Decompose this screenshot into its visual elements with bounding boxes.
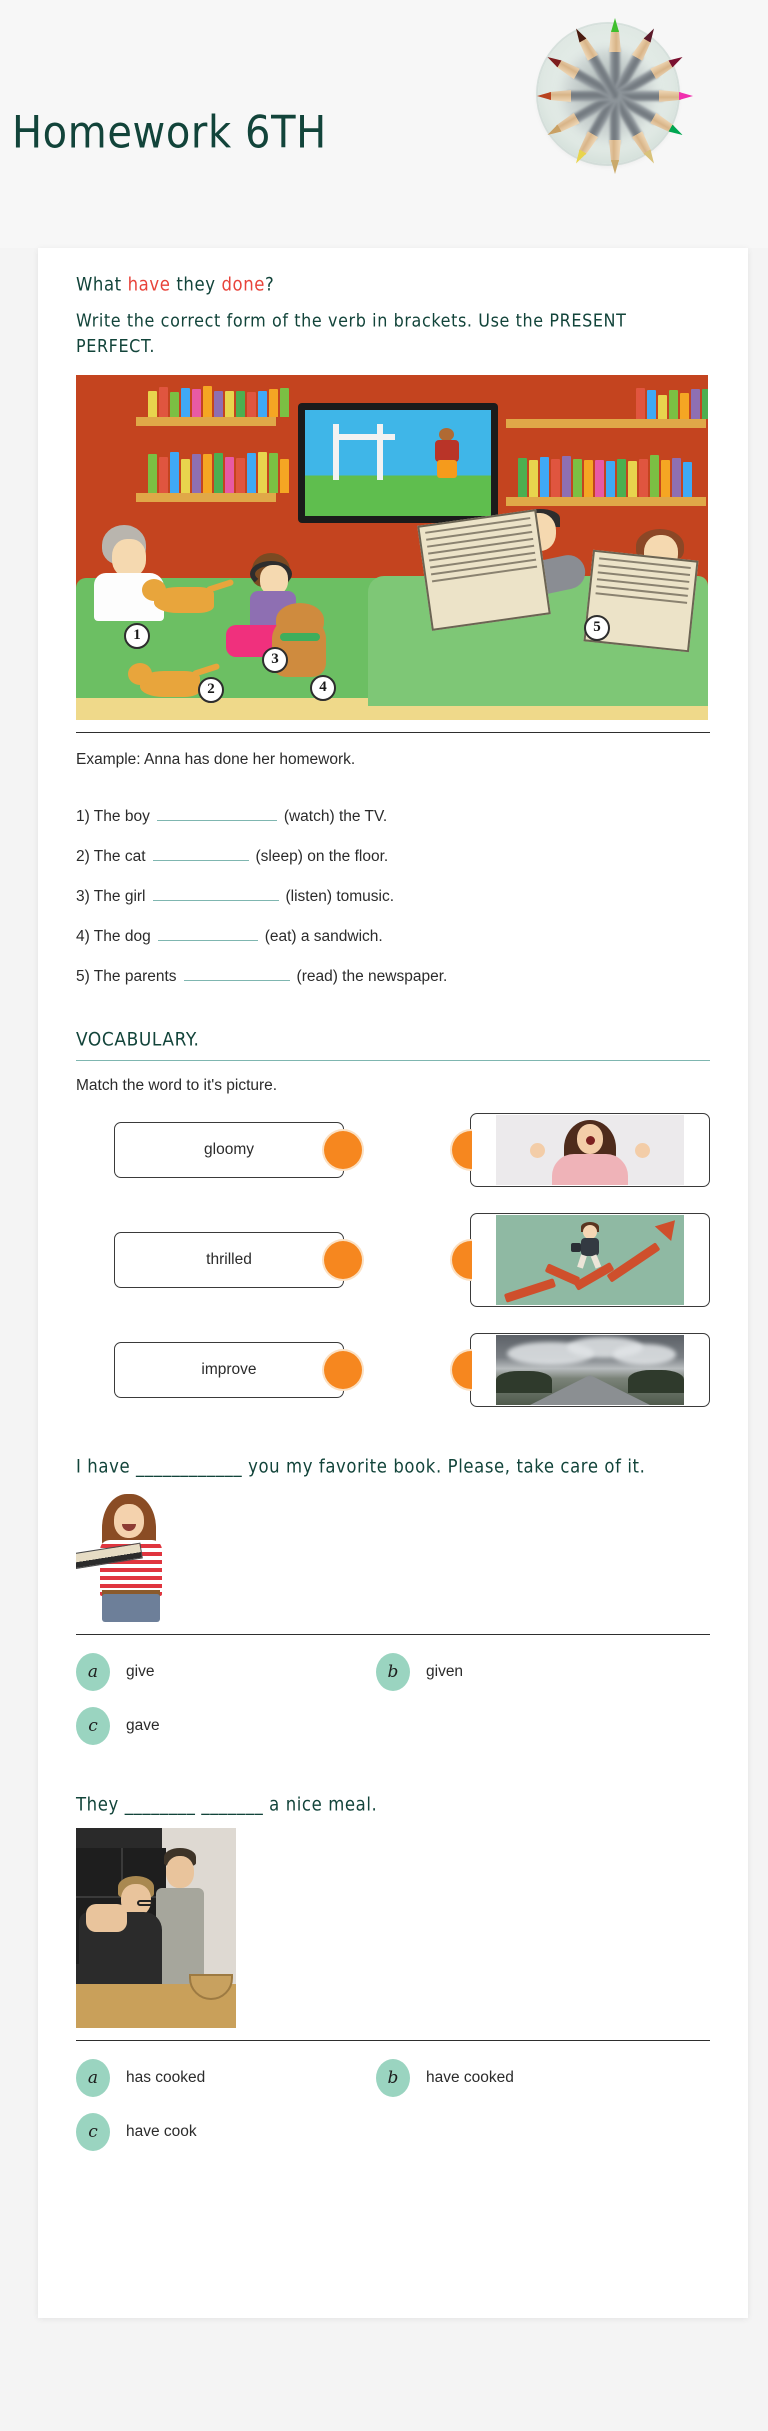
option-label: gave <box>126 1716 160 1734</box>
answer-blank[interactable] <box>158 925 258 941</box>
exercise1-title <box>76 275 710 295</box>
item-number: 5) The parents <box>76 967 177 985</box>
option-letter-badge: c <box>76 2113 110 2151</box>
item-tail: (listen) tomusic. <box>285 887 395 905</box>
answer-blank[interactable] <box>153 845 249 861</box>
page-title: Homework 6TH <box>12 107 327 159</box>
option-label: given <box>426 1662 464 1680</box>
living-room-illustration <box>76 375 708 720</box>
scene-books <box>518 451 692 497</box>
page-header <box>0 0 768 248</box>
exercise1-instruction: Write the correct form of the verb in brackets. Use the PRESENT PERFECT. <box>76 309 627 357</box>
question-book-image <box>76 1490 710 1622</box>
scene-books <box>148 381 289 417</box>
option-row <box>76 2059 710 2097</box>
scene-books <box>148 447 289 493</box>
option-letter-badge: a <box>76 2059 110 2097</box>
item-number: 4) The dog <box>76 927 151 945</box>
picture-box-stormy-road[interactable] <box>470 1333 710 1407</box>
option-letter-badge: b <box>376 1653 410 1691</box>
scene-rugby-goal <box>333 424 383 480</box>
rising-chart-photo <box>496 1215 684 1305</box>
scene-badge-1: 1 <box>124 623 150 649</box>
stormy-road-photo <box>496 1335 684 1405</box>
word-box-gloomy[interactable] <box>114 1122 344 1178</box>
question-meal-prompt: They ________ _______ a nice meal. <box>76 1793 378 1815</box>
matching-exercise <box>76 1113 710 1407</box>
scene-badge-2: 2 <box>198 677 224 703</box>
exercise1-title-part1: What <box>76 273 128 296</box>
exercise1-highlight-have: have <box>127 273 171 296</box>
connector-dot-word-2[interactable] <box>324 1241 362 1279</box>
divider-after-illustration <box>76 732 710 733</box>
book-option-a[interactable] <box>76 1653 376 1691</box>
vocabulary-title: VOCABULARY. <box>76 1028 200 1051</box>
excited-woman-photo <box>496 1115 684 1185</box>
option-letter-badge: b <box>376 2059 410 2097</box>
vocabulary-instruction: Match the word to it's picture. <box>76 1076 278 1094</box>
exercise1-title-part3: they <box>170 273 222 296</box>
scene-shelf <box>136 493 276 502</box>
scene-badge-4: 4 <box>310 675 336 701</box>
question-book-prompt: I have ____________ you my favorite book. Please, take care of it. <box>76 1455 646 1477</box>
option-label: give <box>126 1662 155 1680</box>
item-tail: (watch) the TV. <box>283 807 388 825</box>
answer-blank[interactable] <box>157 805 277 821</box>
scene-badge-3: 3 <box>262 647 288 673</box>
fill-in-item <box>76 885 710 906</box>
divider-question-meal <box>76 2040 710 2041</box>
book-option-c[interactable] <box>76 1707 376 1745</box>
exercise1-highlight-done: done <box>221 273 266 296</box>
meal-option-c[interactable] <box>76 2113 376 2151</box>
picture-box-excited-woman[interactable] <box>470 1113 710 1187</box>
exercise1-items-list <box>76 805 710 986</box>
answer-blank[interactable] <box>153 885 279 901</box>
divider-vocabulary <box>76 1060 710 1061</box>
fill-in-item <box>76 965 710 986</box>
connector-dot-word-3[interactable] <box>324 1351 362 1389</box>
option-row <box>76 2113 710 2151</box>
item-number: 1) The boy <box>76 807 150 825</box>
fill-in-item <box>76 845 710 866</box>
option-row <box>76 1707 710 1745</box>
fill-in-item <box>76 925 710 946</box>
option-letter-badge: c <box>76 1707 110 1745</box>
scene-television <box>298 403 498 523</box>
question-book-options <box>76 1653 710 1745</box>
divider-question-book <box>76 1634 710 1635</box>
scene-shelf <box>136 417 276 426</box>
book-option-b[interactable] <box>376 1653 463 1691</box>
scene-rugby-player <box>433 428 461 480</box>
fill-in-item <box>76 805 710 826</box>
option-label: have cook <box>126 2122 197 2140</box>
meal-option-b[interactable] <box>376 2059 514 2097</box>
item-tail: (eat) a sandwich. <box>264 927 383 945</box>
scene-shelf <box>506 497 706 506</box>
exercise1-example: Example: Anna has done her homework. <box>76 750 356 768</box>
meal-option-a[interactable] <box>76 2059 376 2097</box>
question-meal-options <box>76 2059 710 2151</box>
option-letter-badge: a <box>76 1653 110 1691</box>
item-number: 2) The cat <box>76 847 146 865</box>
scene-books <box>636 383 708 419</box>
question-meal-image <box>76 1828 710 2028</box>
word-label: improve <box>201 1360 257 1378</box>
word-label: thrilled <box>206 1250 252 1268</box>
girl-with-book-photo <box>76 1490 182 1622</box>
option-row <box>76 1653 710 1691</box>
item-number: 3) The girl <box>76 887 146 905</box>
picture-box-rising-chart[interactable] <box>470 1213 710 1307</box>
scene-shelf <box>506 419 706 428</box>
worksheet-card <box>38 248 748 2318</box>
scene-newspaper-father <box>417 509 551 631</box>
item-tail: (sleep) on the floor. <box>255 847 389 865</box>
word-label: gloomy <box>204 1140 254 1158</box>
exercise1-title-part5: ? <box>265 273 275 296</box>
people-cooking-photo <box>76 1828 236 2028</box>
item-tail: (read) the newspaper. <box>296 967 448 985</box>
scene-cat-on-floor <box>140 671 200 697</box>
colored-pencils-image <box>520 0 710 186</box>
scene-badge-5: 5 <box>584 615 610 641</box>
option-label: has cooked <box>126 2068 206 2086</box>
scene-tv-screen <box>305 410 491 516</box>
option-label: have cooked <box>426 2068 514 2086</box>
scene-cat-on-sofa <box>154 587 214 613</box>
connector-dot-word-1[interactable] <box>324 1131 362 1169</box>
word-box-thrilled[interactable] <box>114 1232 344 1288</box>
answer-blank[interactable] <box>184 965 290 981</box>
word-box-improve[interactable] <box>114 1342 344 1398</box>
